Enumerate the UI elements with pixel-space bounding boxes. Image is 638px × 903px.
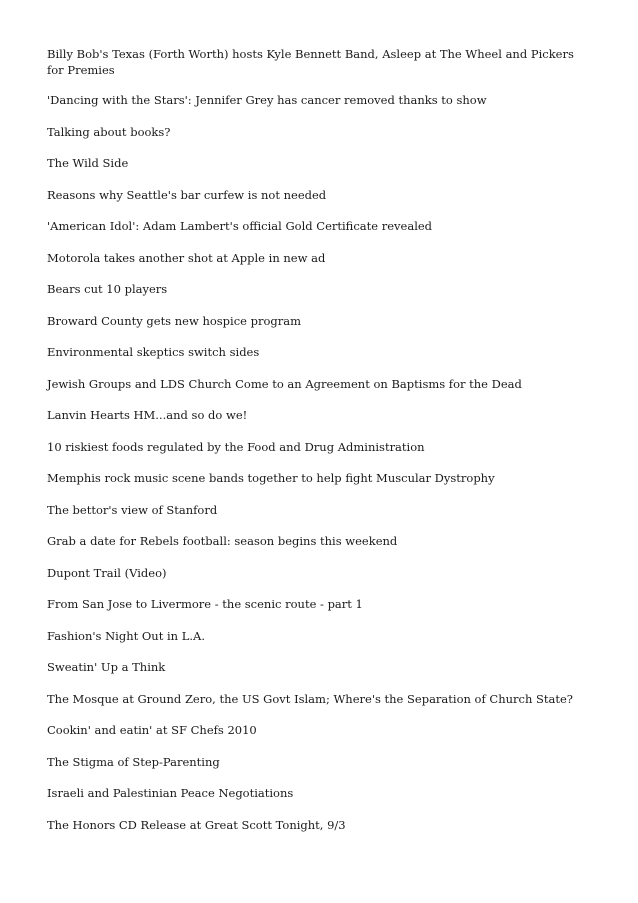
headline-item: Jewish Groups and LDS Church Come to an Agreement on Baptisms for the Dead: [47, 376, 522, 391]
headline-item: The Wild Side: [47, 156, 129, 170]
headline-item: The bettor's view of Stanford: [47, 502, 218, 517]
headline-item: Cookin' and eatin' at SF Chefs 2010: [47, 723, 257, 737]
headline-item: The Mosque at Ground Zero, the US Govt Islam; Where's the Separation of Church State?: [47, 691, 573, 706]
headline-list: [47, 46, 577, 848]
headline-item: The Honors CD Release at Great Scott Tonight, 9/3: [47, 817, 346, 832]
headline-item: Grab a date for Rebels football: season begins this weekend: [47, 534, 398, 548]
headline-item: The Stigma of Step-Parenting: [47, 754, 220, 769]
headline-item: 'American Idol': Adam Lambert's official Gold Certificate revealed: [47, 219, 433, 233]
headline-item: Sweatin' Up a Think: [47, 660, 166, 674]
headline-item: Environmental skeptics switch sides: [47, 345, 260, 359]
headline-item: Dupont Trail (Video): [47, 565, 167, 580]
headline-item: From San Jose to Livermore - the scenic route - part 1: [47, 597, 363, 611]
headline-item: Lanvin Hearts HM...and so do we!: [47, 408, 248, 422]
headline-item: Fashion's Night Out in L.A.: [47, 628, 205, 643]
headline-item: Broward County gets new hospice program: [47, 313, 302, 328]
headline-item: Bears cut 10 players: [47, 282, 168, 296]
headline-item: Billy Bob's Texas (Forth Worth) hosts Kyle Bennett Band, Asleep at The Wheel and Pickers for Premies: [47, 47, 574, 77]
headline-item: Talking about books?: [47, 124, 171, 139]
headline-item: 'Dancing with the Stars': Jennifer Grey has cancer removed thanks to show: [47, 93, 487, 107]
headline-item: Israeli and Palestinian Peace Negotiations: [47, 786, 294, 800]
headline-item: Reasons why Seattle's bar curfew is not needed: [47, 187, 327, 202]
headline-item: Memphis rock music scene bands together to help fight Muscular Dystrophy: [47, 471, 495, 485]
headline-item: 10 riskiest foods regulated by the Food and Drug Administration: [47, 439, 425, 454]
headline-item: Motorola takes another shot at Apple in new ad: [47, 250, 326, 265]
